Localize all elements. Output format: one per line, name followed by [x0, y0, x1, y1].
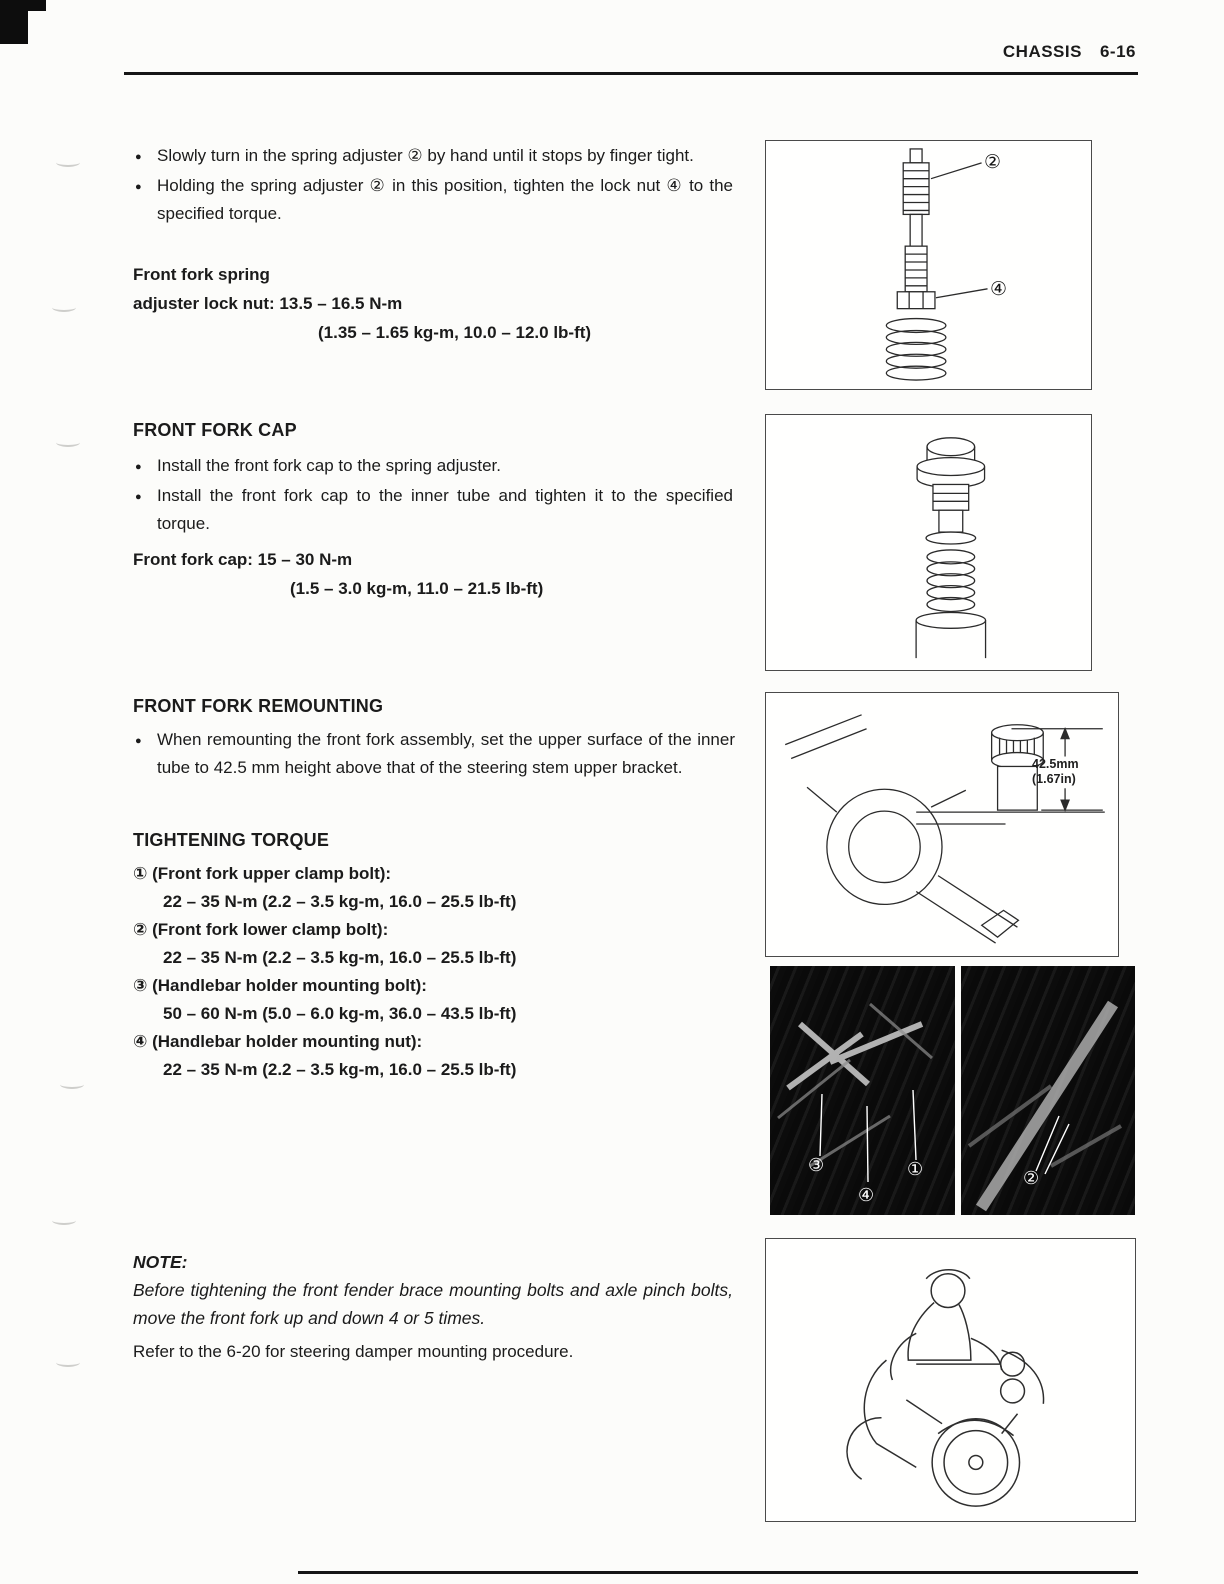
section-title-front-fork-remounting: FRONT FORK REMOUNTING: [133, 696, 384, 716]
front-fork-cap-drawing: [766, 415, 1093, 670]
scan-corner-mark-strip: [0, 0, 46, 11]
page-header: [1003, 42, 1136, 62]
page-number: 6-16: [1099, 42, 1136, 61]
bullet-text: Install the front fork cap to the inner tube and tighten it to the specified torque.: [157, 486, 733, 533]
torque-label: ③ (Handlebar holder mounting bolt):: [133, 976, 427, 995]
torque-item: [133, 1028, 745, 1084]
bullet-text: Slowly turn in the spring adjuster ② by hand until it stops by finger tight.: [157, 146, 694, 165]
fork-cap-bullet-list: [133, 452, 733, 540]
spec-line: (1.35 – 1.65 kg-m, 10.0 – 12.0 lb-ft): [318, 323, 592, 342]
note-block: [133, 1248, 733, 1366]
spec-line: (1.5 – 3.0 kg-m, 11.0 – 21.5 lb-ft): [290, 579, 544, 598]
bullet-text: Install the front fork cap to the spring adjuster.: [157, 456, 501, 475]
motorcycle-drawing: [766, 1239, 1137, 1521]
footer-rule: [298, 1571, 1138, 1574]
scan-artifact: [52, 303, 76, 312]
torque-label: ① (Front fork upper clamp bolt):: [133, 864, 392, 883]
torque-value: 22 – 35 N-m (2.2 – 3.5 kg-m, 16.0 – 25.5 lb-ft): [163, 1060, 517, 1079]
note-text: Before tightening the front fender brace mounting bolts and axle pinch bolts, move the front fork up and down 4 or 5 times.: [133, 1280, 733, 1328]
photo-right-overlay: [961, 966, 1135, 1215]
callout-2: ②: [984, 152, 1002, 173]
callout-1: ①: [907, 1159, 924, 1179]
figure-spring-adjuster: [765, 140, 1092, 390]
section-title-tightening-torque: TIGHTENING TORQUE: [133, 830, 330, 850]
figure-front-fork-cap: [765, 414, 1092, 671]
note-refer: Refer to the 6-20 for steering damper mounting procedure.: [133, 1342, 574, 1361]
scan-artifact: [56, 438, 80, 447]
note-label: NOTE:: [133, 1252, 188, 1272]
figure-fork-remounting: [765, 692, 1119, 957]
spring-adjuster-drawing: [766, 141, 1093, 389]
torque-item: [133, 916, 745, 972]
spec-line: Front fork spring: [133, 265, 270, 284]
bullet-text: Holding the spring adjuster ② in this position, tighten the lock nut ④ to the specified torque.: [157, 176, 733, 223]
bullet-item: [133, 726, 735, 782]
torque-list: [133, 860, 745, 1084]
dimension-label: [1032, 757, 1106, 787]
dimension-in: (1.67in): [1032, 772, 1076, 786]
front-fork-spring-spec: [133, 260, 591, 347]
scan-artifact: [52, 1216, 76, 1225]
front-fork-cap-spec: [133, 545, 543, 603]
photo-left-overlay: [770, 966, 955, 1215]
torque-label: ④ (Handlebar holder mounting nut):: [133, 1032, 423, 1051]
torque-value: 22 – 35 N-m (2.2 – 3.5 kg-m, 16.0 – 25.5 lb-ft): [163, 948, 517, 967]
torque-value: 22 – 35 N-m (2.2 – 3.5 kg-m, 16.0 – 25.5 lb-ft): [163, 892, 517, 911]
photo-handlebar-right: [961, 966, 1135, 1215]
callout-3: ③: [808, 1155, 825, 1175]
callout-2: ②: [1023, 1168, 1040, 1188]
bullet-text: When remounting the front fork assembly, set the upper surface of the inner tube to 42.5 mm height above that of the steering stem upper bracket.: [157, 730, 735, 777]
callout-4: ④: [858, 1185, 875, 1205]
header-rule: [124, 72, 1138, 75]
bullet-item: [133, 452, 733, 480]
bullet-item: [133, 172, 733, 228]
torque-value: 50 – 60 N-m (5.0 – 6.0 kg-m, 36.0 – 43.5 lb-ft): [163, 1004, 517, 1023]
torque-item: [133, 972, 745, 1028]
scan-artifact: [56, 1358, 80, 1367]
bullet-item: [133, 482, 733, 538]
figure-motorcycle: [765, 1238, 1136, 1522]
bullet-item: [133, 142, 733, 170]
chapter-label: CHASSIS: [1002, 42, 1082, 61]
section-title-front-fork-cap: FRONT FORK CAP: [133, 420, 297, 440]
torque-item: [133, 860, 745, 916]
torque-label: ② (Front fork lower clamp bolt):: [133, 920, 389, 939]
spec-line: Front fork cap: 15 – 30 N-m: [133, 550, 353, 569]
dimension-mm: 42.5mm: [1032, 757, 1079, 771]
spec-line: adjuster lock nut: 13.5 – 16.5 N-m: [133, 294, 403, 313]
scan-artifact: [60, 1080, 84, 1089]
callout-4: ④: [990, 279, 1008, 300]
fork-remounting-drawing: [766, 693, 1120, 956]
remounting-bullet-list: [133, 726, 735, 784]
photo-handlebar-left: [770, 966, 955, 1215]
scan-artifact: [56, 158, 80, 167]
intro-bullet-list: [133, 142, 733, 230]
